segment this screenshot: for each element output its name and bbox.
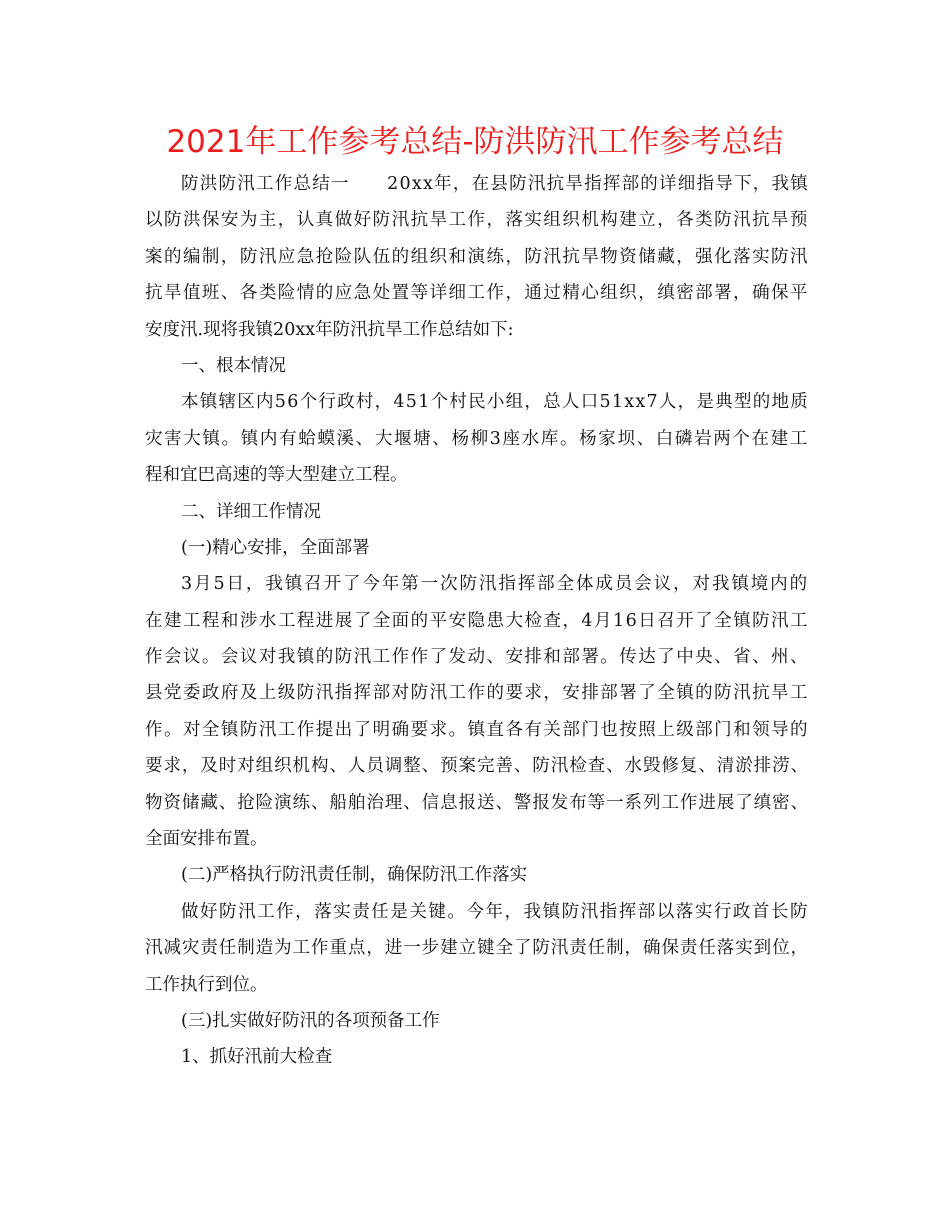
text-line: 物资储藏、抢险演练、船舶治理、信息报送、警报发布等一系列工作进展了缜密、	[145, 792, 809, 813]
text-line: 灾害大镇。镇内有蛤蟆溪、大堰塘、杨柳3座水库。杨家坝、白磷岩两个在建工	[145, 428, 809, 449]
text-line: 做好防汛工作，落实责任是关键。今年，我镇防汛指挥部以落实行政首长防	[181, 901, 809, 922]
text-line: 作会议。会议对我镇的防汛工作作了发动、安排和部署。传达了中央、省、州、	[145, 647, 809, 668]
text-line: 安度汛.现将我镇20xx年防汛抗旱工作总结如下:	[145, 319, 514, 340]
text-line: 在建工程和涉水工程进展了全面的平安隐患大检查，4月16日召开了全镇防汛工	[145, 610, 809, 631]
text-line: 要求，及时对组织机构、人员调整、预案完善、防汛检查、水毁修复、清淤排涝、	[145, 756, 809, 777]
document-title: 2021年工作参考总结-防洪防汛工作参考总结	[166, 124, 784, 160]
text-line: 工作执行到位。	[145, 974, 268, 995]
text-line: 程和宜巴高速的等大型建立工程。	[145, 465, 408, 486]
text-line: 汛减灾责任制造为工作重点，进一步建立键全了防汛责任制，确保责任落实到位，	[145, 938, 809, 959]
text-line: 抗旱值班、各类险情的应急处置等详细工作，通过精心组织，缜密部署，确保平	[145, 283, 809, 304]
text-line: (三)扎实做好防汛的各项预备工作	[181, 1010, 440, 1031]
text-line: 本镇辖区内56个行政村，451个村民小组，总人口51xx7人，是典型的地质	[181, 392, 809, 413]
text-line: (一)精心安排，全面部署	[181, 537, 370, 558]
text-line: (二)严格执行防汛责任制，确保防汛工作落实	[181, 865, 528, 886]
text-line: 防洪防汛工作总结一 20xx年，在县防汛抗旱指挥部的详细指导下，我镇	[181, 174, 809, 194]
text-line: 作。对全镇防汛工作提出了明确要求。镇直各有关部门也按照上级部门和领导的	[145, 719, 809, 740]
text-line: 以防洪保安为主，认真做好防汛抗旱工作，落实组织机构建立，各类防汛抗旱预	[145, 210, 809, 231]
text-line: 3月5日，我镇召开了今年第一次防汛指挥部全体成员会议，对我镇境内的	[181, 574, 809, 595]
text-line: 二、详细工作情况	[181, 501, 321, 522]
document-body	[145, 166, 809, 1076]
text-line: 县党委政府及上级防汛指挥部对防汛工作的要求，安排部署了全镇的防汛抗旱工	[145, 683, 809, 704]
text-line: 案的编制，防汛应急抢险队伍的组织和演练，防汛抗旱物资储藏，强化落实防汛	[145, 246, 809, 267]
text-line: 一、根本情况	[181, 355, 286, 376]
text-line: 1、抓好汛前大检查	[181, 1047, 333, 1068]
text-line: 全面安排布置。	[145, 829, 268, 850]
